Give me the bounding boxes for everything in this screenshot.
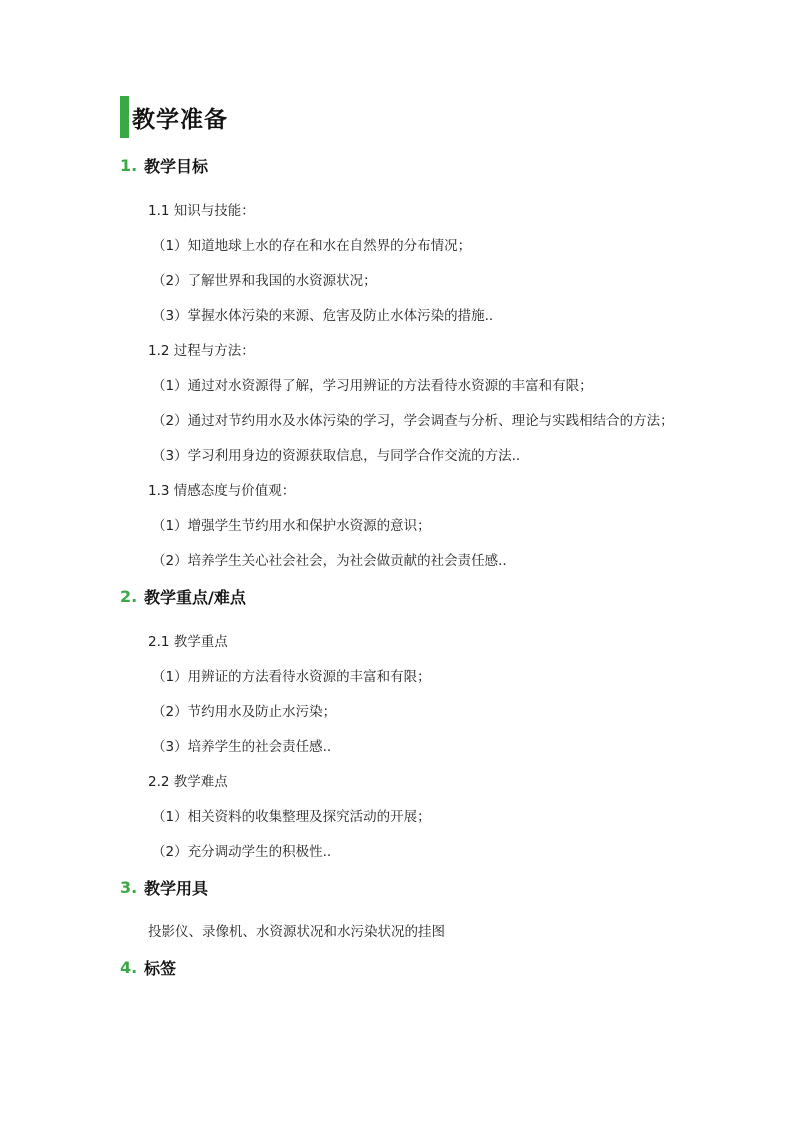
document-title-block [120, 96, 228, 138]
subsection-heading: 2.1 教学重点 [148, 634, 228, 650]
list-item: （1）相关资料的收集整理及探究活动的开展； [152, 809, 431, 825]
section-number: 4. [120, 958, 138, 977]
list-item: （1）知道地球上水的存在和水在自然界的分布情况； [152, 238, 472, 254]
section-heading-text: 标签 [144, 959, 177, 978]
subsection-heading: 2.2 教学难点 [148, 774, 228, 790]
list-item: （2）培养学生关心社会社会，为社会做贡献的社会责任感.. [152, 553, 507, 569]
list-item: （2）通过对节约用水及水体污染的学习，学会调查与分析、理论与实践相结合的方法； [152, 413, 674, 429]
list-item: （1）用辨证的方法看待水资源的丰富和有限； [152, 669, 431, 685]
subsection-heading: 1.2 过程与方法： [148, 343, 255, 359]
section-number: 2. [120, 587, 138, 606]
list-item: （2）节约用水及防止水污染； [152, 704, 337, 720]
section-heading-1 [120, 154, 208, 177]
section-number: 3. [120, 878, 138, 897]
list-item: （3）培养学生的社会责任感.. [152, 739, 332, 755]
page-title: 教学准备 [132, 106, 228, 133]
list-item: （2）充分调动学生的积极性.. [152, 844, 332, 860]
list-item: （1）通过对水资源得了解，学习用辨证的方法看待水资源的丰富和有限； [152, 378, 593, 394]
section-heading-text: 教学目标 [144, 157, 209, 176]
paragraph-text: 投影仪、录像机、水资源状况和水污染状况的挂图 [148, 924, 445, 940]
section-heading-2 [120, 585, 246, 608]
list-item: （2）了解世界和我国的水资源状况； [152, 273, 377, 289]
list-item: （3）掌握水体污染的来源、危害及防止水体污染的措施.. [152, 308, 494, 324]
list-item: （3）学习利用身边的资源获取信息，与同学合作交流的方法.. [152, 448, 521, 464]
section-heading-3 [120, 876, 208, 899]
title-accent-bar [120, 96, 129, 138]
section-number: 1. [120, 156, 138, 175]
section-heading-4 [120, 956, 176, 979]
section-heading-text: 教学重点/难点 [144, 588, 246, 607]
list-item: （1）增强学生节约用水和保护水资源的意识； [152, 518, 431, 534]
section-heading-text: 教学用具 [144, 879, 209, 898]
subsection-heading: 1.3 情感态度与价值观： [148, 483, 296, 499]
subsection-heading: 1.1 知识与技能： [148, 203, 255, 219]
